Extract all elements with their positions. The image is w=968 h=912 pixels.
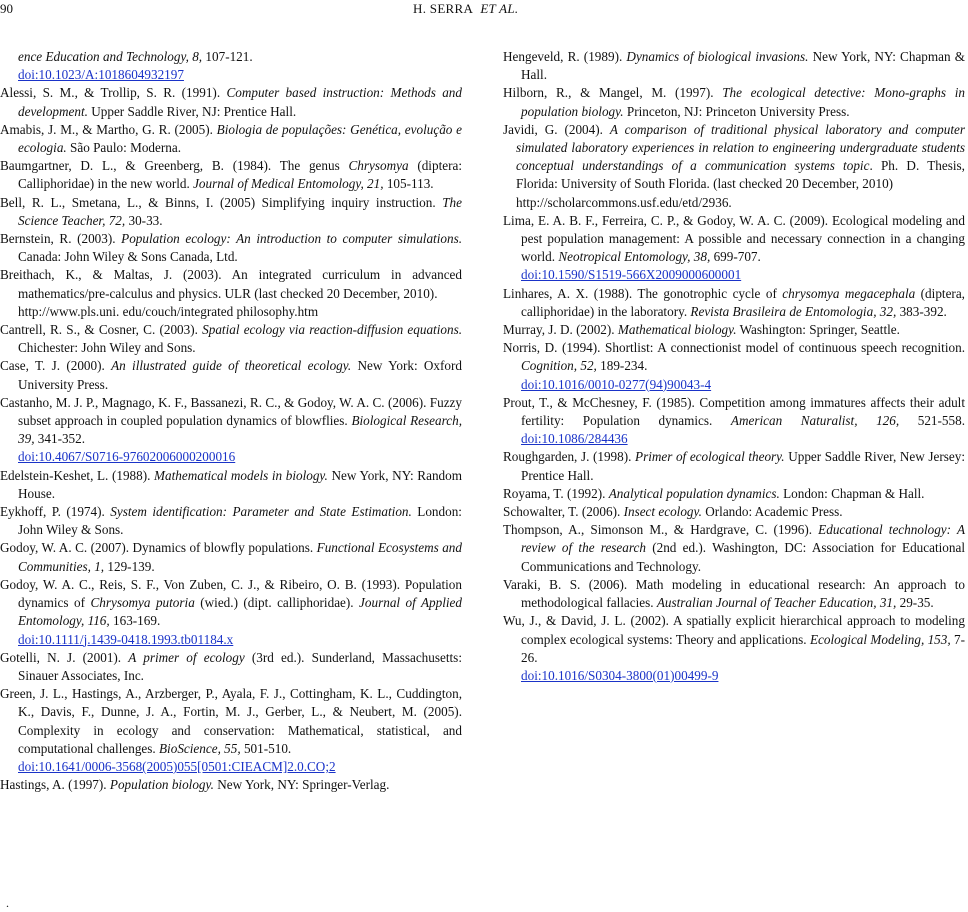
reference-text: 7-26.: [521, 631, 965, 665]
reference-text: Breithach, K., & Maltas, J. (2003). An integrated curriculum in advanced mathematics/pre-calculus and physics. ULR (last checked 20 December, 2010).: [0, 267, 462, 301]
reference-text: Upper Saddle River, New Jersey: Prentice Hall.: [521, 449, 966, 483]
reference-italic-text: Biological Research, 39,: [18, 413, 462, 447]
reference-text: Linhares, A. X. (1988). The gonotrophic cycle of: [503, 285, 783, 301]
reference-text: Godoy, W. A. C., Reis, S. F., Von Zuben, C. J., & Ribeiro, O. B. (1993). Population dynamics of: [0, 576, 462, 611]
reference-text: Canada: John Wiley & Sons Canada, Ltd.: [18, 249, 238, 265]
reference-italic-text: Journal of Applied Entomology, 116,: [18, 595, 463, 629]
reference-text: Hilborn, R., & Mangel, M. (1997).: [503, 85, 723, 101]
reference-text: London: John Wiley & Sons.: [18, 504, 462, 538]
reference-entry: [503, 394, 965, 449]
doi-link[interactable]: doi:10.1023/A:1018604932197: [18, 67, 184, 83]
doi-link[interactable]: doi:10.1086/284436: [521, 431, 628, 447]
reference-text: (2nd ed.). Washington, DC: Association for Educational Communications and Technology.: [521, 540, 965, 574]
reference-text: 699-707.: [710, 249, 761, 265]
reference-entry: [503, 48, 965, 84]
reference-entry: [503, 339, 965, 394]
reference-italic-text: Population biology.: [109, 777, 214, 793]
reference-italic-text: Australian Journal of Teacher Education, 31,: [656, 595, 897, 611]
reference-entry: [0, 266, 462, 321]
reference-text: Edelstein-Keshet, L. (1988).: [0, 467, 155, 483]
reference-text: Norris, D. (1994). Shortlist: A connectionist model of continuous speech recognition.: [503, 340, 965, 356]
reference-text: London: Chapman & Hall.: [779, 485, 925, 501]
doi-link[interactable]: doi:10.1641/0006-3568(2005)055[0501:CIEACM]2.0.CO;2: [18, 758, 336, 774]
reference-text: Washington: Springer, Seattle.: [736, 322, 900, 338]
reference-text: Green, J. L., Hastings, A., Arzberger, P., Ayala, F. J., Cottingham, K. L., Cuddington, K., Davis, F., Dunne, J. A., Fortin, M. J., Gerber, L., & Neubert, M. (2005). Complexity in ecology and conservation: Mathematical, statistical, and computational challenges.: [0, 686, 462, 756]
doi-link[interactable]: doi:10.1016/S0304-3800(01)00499-9: [521, 667, 719, 683]
reference-text: Thompson, A., Simonson M., & Hardgrave, C. (1996).: [503, 522, 819, 538]
reference-entry: [0, 776, 462, 794]
reference-text: Murray, J. D. (2002).: [503, 322, 618, 338]
reference-italic-text: Cognition, 52,: [521, 358, 597, 374]
reference-italic-text: Insect ecology.: [623, 504, 702, 520]
reference-entry: [0, 394, 462, 467]
reference-italic-text: Mathematical biology.: [617, 322, 737, 338]
reference-italic-text: The ecological detective: Mono-graphs in population biology.: [521, 85, 965, 119]
reference-text: Prout, T., & McChesney, F. (1985). Competition among immatures affects their adult fertility: Population dynamics.: [503, 394, 965, 429]
reference-text: 521-558.: [899, 413, 965, 429]
reference-text: 163-169.: [109, 613, 161, 629]
reference-entry: [0, 48, 462, 84]
reference-entry: [503, 485, 965, 503]
reference-text: Eykhoff, P. (1974).: [0, 504, 111, 520]
reference-entry: [0, 230, 462, 266]
reference-italic-text: BioScience, 55,: [159, 740, 241, 756]
reference-italic-text: ence Education and Technology, 8,: [18, 49, 203, 64]
reference-entry: [0, 121, 462, 157]
reference-entry: [0, 576, 462, 649]
reference-text: São Paulo: Moderna.: [66, 140, 181, 156]
running-author: [413, 1, 519, 17]
reference-entry: [0, 194, 462, 230]
reference-entry: [503, 212, 965, 285]
reference-italic-text: American Naturalist, 126,: [730, 413, 900, 429]
reference-text: Gotelli, N. J. (2001).: [0, 649, 129, 665]
reference-text: . Ph. D. Thesis, Florida: University of South Florida. (last checked 20 December, 2010): [516, 158, 965, 192]
reference-text: New York, NY: Random House.: [18, 467, 462, 501]
reference-text: 107-121.: [202, 49, 253, 64]
doi-link[interactable]: doi:10.1590/S1519-566X2009000600001: [521, 267, 742, 283]
reference-text: Upper Saddle River, NJ: Prentice Hall.: [87, 103, 297, 119]
reference-text: Amabis, J. M., & Martho, G. R. (2005).: [0, 121, 217, 137]
reference-italic-text: Mathematical models in biology.: [154, 467, 328, 483]
reference-url: http://www.pls.uni. edu/couch/integrated philosophy.htm: [18, 303, 319, 319]
reference-italic-text: Functional Ecosystems and Communities, 1,: [18, 540, 462, 574]
reference-text: New York, NY: Chapman & Hall.: [521, 49, 966, 83]
reference-text: Lima, E. A. B. F., Ferreira, C. P., & Godoy, W. A. C. (2009). Ecological modeling and pest population management: A possible and necessary connection in a changing world.: [503, 212, 965, 265]
references-left-column: [0, 48, 462, 794]
reference-text: Roughgarden, J. (1998).: [503, 449, 636, 465]
reference-italic-text: Educational technology: A review of the research: [521, 522, 966, 556]
reference-italic-text: Dynamics of biological invasions.: [626, 49, 809, 64]
reference-entry: [0, 84, 462, 120]
reference-entry: [0, 157, 462, 193]
reference-url: http://scholarcommons.usf.edu/etd/2936.: [516, 194, 732, 210]
reference-italic-text: The Science Teacher, 72,: [18, 194, 462, 228]
reference-text: Wu, J., & David, J. L. (2002). A spatially explicit hierarchical approach to modeling complex ecological systems: Theory and applications.: [503, 613, 965, 647]
reference-entry: [503, 521, 965, 576]
reference-italic-text: chrysomya megacephala: [782, 285, 916, 301]
reference-entry: [0, 467, 462, 503]
doi-link[interactable]: doi:10.4067/S0716-97602006000200016: [18, 449, 236, 465]
reference-entry: [0, 321, 462, 357]
reference-entry: [503, 321, 965, 339]
reference-text: 30-33.: [125, 212, 163, 228]
reference-italic-text: An illustrated guide of theoretical ecology.: [111, 358, 352, 374]
reference-entry: [503, 121, 965, 212]
reference-text: (diptera, calliphoridae) in the laboratory.: [521, 285, 965, 319]
reference-text: 189-234.: [596, 358, 648, 374]
reference-text: 341-352.: [34, 431, 86, 447]
reference-italic-text: Computer based instruction: Methods and development.: [18, 85, 462, 119]
doi-link[interactable]: doi:10.1016/0010-0277(94)90043-4: [521, 376, 712, 392]
reference-text: Case, T. J. (2000).: [0, 358, 112, 374]
reference-text: 383-392.: [896, 303, 947, 319]
reference-text: 29-35.: [896, 595, 934, 611]
reference-italic-text: Ecological Modeling, 153,: [809, 631, 951, 647]
reference-italic-text: Chrysomya: [348, 158, 409, 174]
footer-mark: .: [6, 896, 9, 910]
reference-text: Princeton, NJ: Princeton University Press.: [623, 103, 850, 119]
doi-link[interactable]: doi:10.1111/j.1439-0418.1993.tb01184.x: [18, 631, 234, 647]
reference-italic-text: Analytical population dynamics.: [608, 485, 780, 501]
author-etal: ET AL.: [480, 1, 519, 16]
reference-entry: [0, 649, 462, 685]
page-number: 90: [0, 1, 13, 16]
reference-text: Javidi, G. (2004).: [503, 121, 610, 137]
reference-text: Baumgartner, D. L., & Greenberg, B. (1984). The genus: [0, 158, 349, 174]
reference-entry: [503, 84, 965, 120]
reference-italic-text: Spatial ecology via reaction-diffusion equations.: [202, 322, 462, 338]
reference-text: (diptera: Calliphoridae) in the new world.: [18, 158, 462, 192]
reference-italic-text: Journal of Medical Entomology, 21,: [193, 176, 384, 192]
reference-entry: [503, 503, 965, 521]
reference-text: New York, NY: Springer-Verlag.: [213, 777, 390, 793]
reference-entry: [503, 576, 965, 612]
reference-italic-text: Primer of ecological theory.: [635, 449, 785, 465]
reference-text: Chichester: John Wiley and Sons.: [18, 340, 196, 356]
running-header: [0, 0, 968, 22]
reference-text: (3rd ed.). Sunderland, Massachusetts: Sinauer Associates, Inc.: [18, 649, 462, 683]
reference-text: Varaki, B. S. (2006). Math modeling in educational research: An approach to methodological fallacies.: [503, 576, 965, 611]
reference-italic-text: System identification: Parameter and State Estimation.: [110, 504, 412, 520]
reference-italic-text: Population ecology: An introduction to computer simulations.: [121, 231, 462, 247]
reference-text: Castanho, M. J. P., Magnago, K. F., Bassanezi, R. C., & Godoy, W. A. C. (2006). Fuzzy subset approach in coupled population dynamics of blowflies.: [0, 394, 462, 429]
reference-text: Hastings, A. (1997).: [0, 777, 110, 793]
reference-entry: [503, 448, 965, 484]
reference-text: Hengeveld, R. (1989).: [503, 49, 627, 64]
reference-text: 105-113.: [383, 176, 434, 192]
reference-entry: [0, 503, 462, 539]
reference-italic-text: Biologia de populações: Genética, evolução e ecologia.: [18, 121, 462, 156]
reference-entry: [0, 539, 462, 575]
reference-entry: [0, 685, 462, 776]
reference-text: Orlando: Academic Press.: [701, 504, 843, 520]
reference-italic-text: A comparison of traditional physical laboratory and computer simulated laboratory experiences in relation to engineering undergraduate students conceptual understandings of a communication systems topic: [516, 121, 966, 174]
reference-italic-text: A primer of ecology: [128, 649, 245, 665]
reference-italic-text: Chrysomya putoria: [90, 595, 195, 611]
author-name: H. SERRA: [413, 1, 474, 16]
reference-entry: [503, 612, 965, 685]
reference-text: (wied.) (dipt. calliphoridae).: [194, 595, 360, 611]
references-right-column: [503, 48, 965, 685]
reference-italic-text: Revista Brasileira de Entomologia, 32,: [690, 303, 897, 319]
reference-text: 129-139.: [104, 558, 155, 574]
reference-text: Bernstein, R. (2003).: [0, 231, 122, 247]
reference-text: 501-510.: [240, 740, 292, 756]
reference-text: Godoy, W. A. C. (2007). Dynamics of blowfly populations.: [0, 540, 317, 556]
reference-entry: [503, 285, 965, 321]
reference-text: Cantrell, R. S., & Cosner, C. (2003).: [0, 322, 203, 338]
reference-italic-text: Neotropical Entomology, 38,: [558, 249, 711, 265]
reference-entry: [0, 357, 462, 393]
reference-text: Schowalter, T. (2006).: [503, 504, 624, 520]
reference-text: Alessi, S. M., & Trollip, S. R. (1991).: [0, 85, 227, 101]
reference-text: New York: Oxford University Press.: [18, 358, 462, 392]
reference-text: Royama, T. (1992).: [503, 485, 609, 501]
reference-text: Bell, R. L., Smetana, L., & Binns, I. (2005) Simplifying inquiry instruction.: [0, 194, 443, 210]
